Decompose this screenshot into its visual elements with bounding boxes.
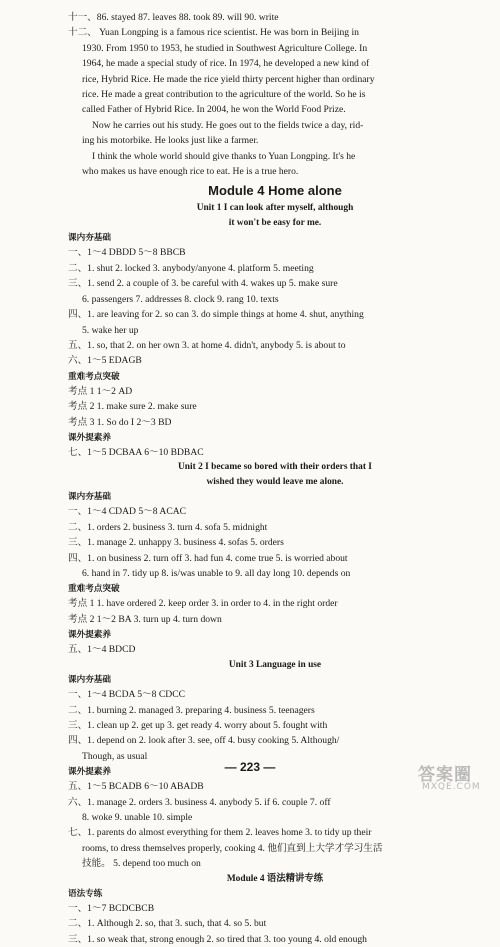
answer-line: 技能。 5. depend too much on <box>82 858 201 870</box>
answer-line: rooms, to dress themselves properly, cooking 4. 他们直到上大学才学习生活 <box>82 842 383 854</box>
answer-line: 二、1. burning 2. managed 3. preparing 4. business 5. teenagers <box>68 704 315 716</box>
answer-line: 十一、86. stayed 87. leaves 88. took 89. will 90. write <box>68 12 279 23</box>
watermark-text: 答案圈 <box>418 765 472 785</box>
essay-line: 十二、 Yuan Longping is a famous rice scientist. He was born in Beijing in <box>68 27 359 39</box>
essay-line: rice. He made a great contribution to the agriculture of the world. So he is <box>82 89 366 101</box>
answer-page <box>68 10 482 947</box>
page-number: — 223 — <box>224 760 276 774</box>
essay-line: who makes us have enough rice to eat. He is a true hero. <box>82 166 299 178</box>
answer-line: 6. hand in 7. tidy up 8. is/was unable to 9. all day long 10. depends on <box>82 567 351 579</box>
section-heading: 课内夯基础 <box>68 491 111 502</box>
answer-line: 五、1～4 BDCD <box>68 644 136 656</box>
answer-line: 四、1. are leaving for 2. so can 3. do simple things at home 4. shut, anything <box>68 309 364 321</box>
essay-line: I think the whole world should give thanks to Yuan Longping. It's he <box>92 150 356 162</box>
answer-line: 四、1. on business 2. turn off 3. had fun 4. come true 5. is worried about <box>68 552 348 564</box>
answer-line: 五、1～5 BCADB 6～10 ABADB <box>68 781 204 793</box>
grammar-answers <box>68 886 482 947</box>
section-heading: 课外提素养 <box>68 766 111 777</box>
answer-line: 一、1～4 CDAD 5～8 ACAC <box>68 506 187 518</box>
section-heading: 重难考点突破 <box>68 583 120 594</box>
answer-line: 一、1～7 BCDCBCB <box>68 903 155 915</box>
unit-1-answers <box>68 230 482 460</box>
unit-2-answers <box>68 489 482 657</box>
grammar-title: Module 4 语法精讲专练 <box>226 873 324 884</box>
answer-line: 考点 2 1～2 BA 3. turn up 4. turn down <box>68 613 222 625</box>
section-heading: 课内夯基础 <box>68 674 111 685</box>
watermark-logo <box>418 760 494 796</box>
answer-line: 四、1. depend on 2. look after 3. see, off 4. busy cooking 5. Although/ <box>68 735 340 747</box>
essay-line: Now he carries out his study. He goes out to the fields twice a day, rid- <box>92 119 364 131</box>
answer-line: 七、1. parents do almost everything for them 2. leaves home 3. to tidy up their <box>68 827 372 839</box>
section-heading: 重难考点突破 <box>68 370 120 381</box>
answer-line: 考点 2 1. make sure 2. make sure <box>68 401 197 413</box>
essay-line: 1930. From 1950 to 1953, he studied in Southwest Agriculture College. In <box>82 42 368 54</box>
section-heading: 课内夯基础 <box>68 232 111 243</box>
unit-2-title-cont: wished they would leave me alone. <box>206 476 344 487</box>
answer-line: 一、1～4 DBDD 5～8 BBCB <box>68 247 186 259</box>
answer-line: 6. passengers 7. addresses 8. clock 9. rang 10. texts <box>82 293 279 305</box>
essay-section <box>68 10 482 179</box>
answer-line: 三、1. manage 2. unhappy 3. business 4. sofas 5. orders <box>68 537 284 549</box>
answer-line: 七、1～5 DCBAA 6～10 BDBAC <box>68 446 204 458</box>
answer-line: Though, as usual <box>82 750 148 762</box>
essay-line: rice, Hybrid Rice. He made the rice yield thirty percent higher than ordinary <box>82 73 375 85</box>
essay-line: 1964, he made a special study of rice. In 1974, he developed a new kind of <box>82 58 370 70</box>
unit-3-title: Unit 3 Language in use <box>228 659 322 670</box>
module-title: Module 4 Home alone <box>208 183 342 199</box>
answer-line: 考点 3 1. So do I 2～3 BD <box>68 416 172 428</box>
section-heading: 课外提素养 <box>68 629 111 640</box>
answer-line: 三、1. clean up 2. get up 3. get ready 4. worry about 5. fought with <box>68 719 328 731</box>
watermark-url: MXQE.COM <box>422 782 481 792</box>
answer-line: 五、1. so, that 2. on her own 3. at home 4. didn't, anybody 5. is about to <box>68 339 346 351</box>
answer-line: 5. wake her up <box>82 324 139 336</box>
answer-line: 二、1. Although 2. so, that 3. such, that 4. so 5. but <box>68 918 267 930</box>
unit-1-title: Unit 1 I can look after myself, although <box>196 203 354 214</box>
section-heading: 语法专练 <box>68 888 103 899</box>
essay-line: ing his motorbike. He looks just like a farmer. <box>82 135 259 147</box>
answer-line: 三、1. send 2. a couple of 3. be careful with 4. wakes up 5. make sure <box>68 278 338 290</box>
answer-line: 一、1～4 BCDA 5～8 CDCC <box>68 689 186 701</box>
answer-line: 三、1. so weak that, strong enough 2. so tired that 3. too young 4. old enough <box>68 933 367 945</box>
section-heading: 课外提素养 <box>68 431 111 442</box>
answer-line: 六、1～5 EDAGB <box>68 355 142 367</box>
unit-2-title: Unit 2 I became so bored with their orders that I <box>178 462 372 473</box>
unit-1-title-cont: it won't be easy for me. <box>228 217 322 228</box>
answer-line: 8. woke 9. unable 10. simple <box>82 811 193 823</box>
answer-line: 二、1. orders 2. business 3. turn 4. sofa 5. midnight <box>68 521 268 533</box>
essay-line: called Father of Hybrid Rice. In 2004, he won the World Food Prize. <box>82 104 346 116</box>
answer-line: 六、1. manage 2. orders 3. business 4. anybody 5. if 6. couple 7. off <box>68 796 331 808</box>
answer-line: 二、1. shut 2. locked 3. anybody/anyone 4. platform 5. meeting <box>68 262 314 274</box>
answer-line: 考点 1 1～2 AD <box>68 385 133 397</box>
answer-line: 考点 1 1. have ordered 2. keep order 3. in order to 4. in the right order <box>68 598 338 610</box>
